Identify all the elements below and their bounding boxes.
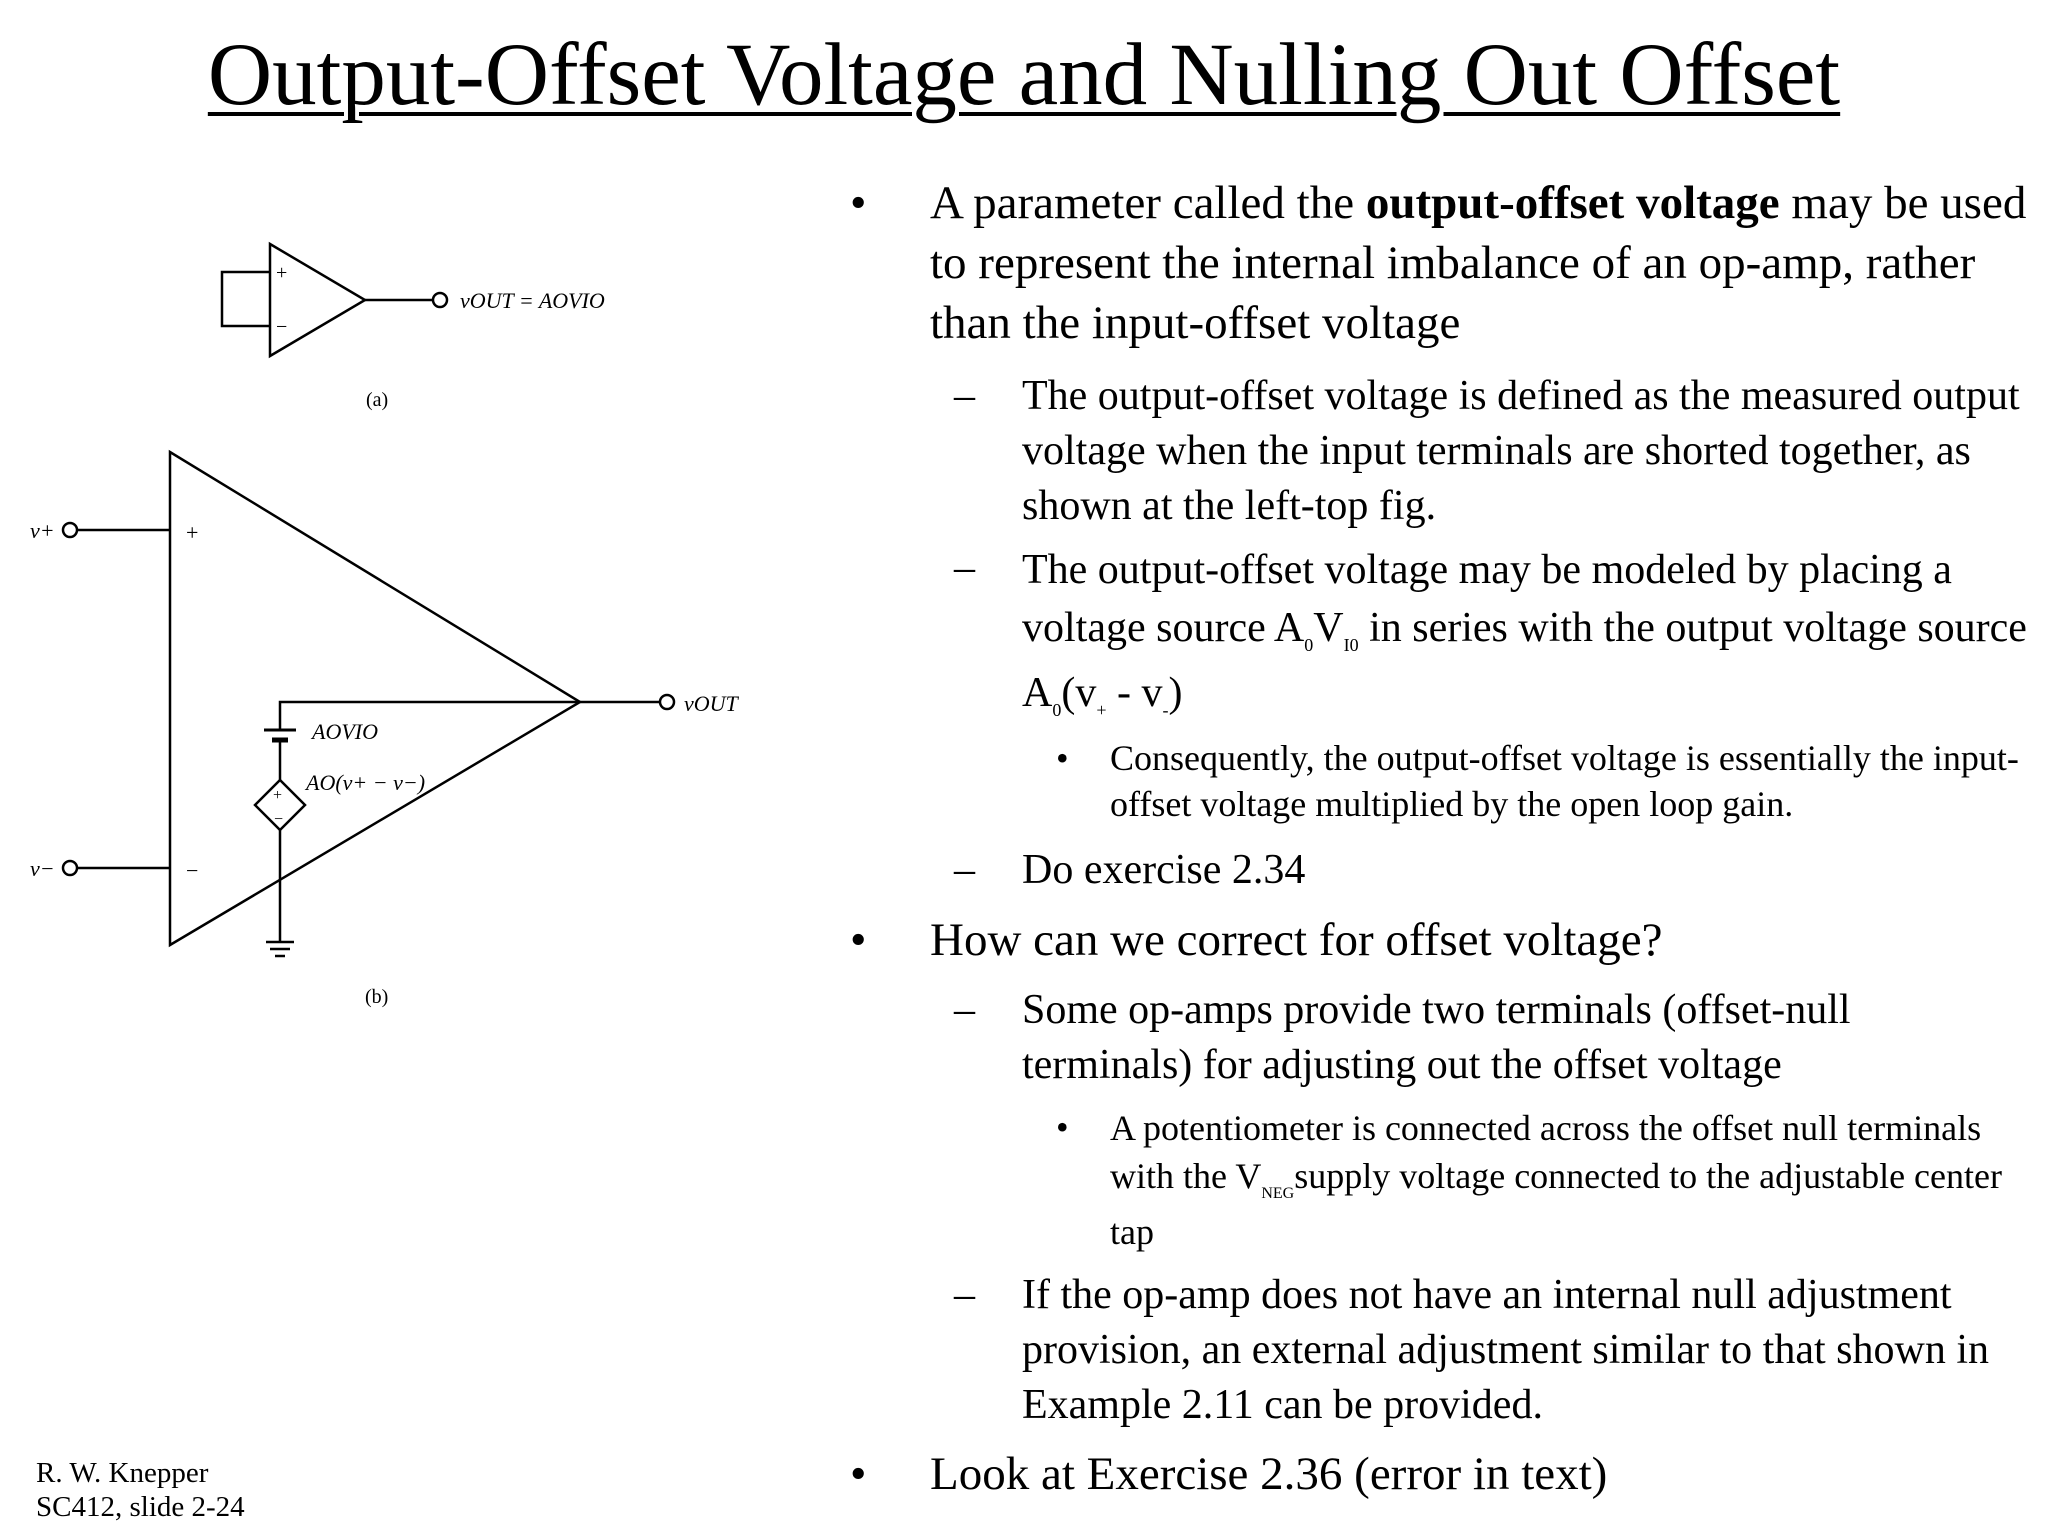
figure-a bbox=[222, 244, 447, 356]
figure-b-source-label: AO(v+ − v−) bbox=[306, 770, 426, 795]
bullet-2-text: How can we correct for offset voltage? bbox=[930, 914, 1663, 966]
footer-slide-id: SC412, slide 2-24 bbox=[36, 1491, 245, 1523]
bullet-1-sub-2-text: The output-offset voltage may be modeled by placing a voltage source $A_0V_{I0}$ in series with the output voltage source $A_0(v_+ - v_-)$ bbox=[1022, 547, 2027, 720]
slide-footer bbox=[36, 1456, 245, 1524]
bullet-marker: • bbox=[850, 177, 867, 229]
dash-marker: – bbox=[954, 847, 975, 893]
figure-a-short-wire bbox=[222, 272, 270, 326]
figure-a-minus-sign: − bbox=[276, 316, 288, 338]
figure-b-caption: (b) bbox=[365, 986, 389, 1008]
figure-b-vminus-terminal bbox=[63, 861, 77, 875]
bullet-marker: • bbox=[1056, 1107, 1069, 1147]
bullet-marker: • bbox=[1056, 738, 1069, 778]
bullet-marker: • bbox=[850, 1448, 867, 1500]
figure-a-opamp-triangle bbox=[270, 244, 365, 356]
footer-author: R. W. Knepper bbox=[36, 1457, 209, 1489]
dash-marker: – bbox=[954, 987, 975, 1033]
bullet-1-sub-2-tertiary-text: Consequently, the output-offset voltage is essentially the input-offset voltage multiplied by the open loop gain. bbox=[1110, 738, 2019, 824]
figure-b-plus-sign: + bbox=[186, 520, 199, 545]
figure-b-vplus-terminal bbox=[63, 523, 77, 537]
figure-b-output-terminal bbox=[660, 695, 674, 709]
dash-marker: – bbox=[954, 1272, 975, 1318]
figure-a-caption: (a) bbox=[366, 389, 389, 411]
bullet-marker: • bbox=[850, 914, 867, 966]
figure-b-output-label: vOUT bbox=[684, 691, 738, 716]
bullet-3-text: Look at Exercise 2.36 (error in text) bbox=[930, 1448, 1608, 1500]
figure-a-output-terminal bbox=[433, 293, 447, 307]
figure-b-vplus-label: v+ bbox=[30, 518, 55, 543]
figure-b bbox=[63, 452, 674, 956]
bullet-1-sub-1-text: The output-offset voltage is defined as the measured output voltage when the input terminals are shorted together, as shown at the left-top fig. bbox=[1022, 373, 2020, 529]
figure-b-opamp-triangle bbox=[170, 452, 580, 945]
figure-b-source-plus: + bbox=[273, 787, 283, 804]
figure-a-plus-sign: + bbox=[276, 262, 288, 284]
slide-title: Output-Offset Voltage and Nulling Out Offset bbox=[207, 26, 1841, 124]
bullet-1-text: A parameter called the output-offset voltage may be used to represent the internal imbalance of an op-amp, rather than the input-offset voltage bbox=[930, 177, 2027, 349]
bullet-2-sub-1-text: Some op-amps provide two terminals (offset-null terminals) for adjusting out the offset voltage bbox=[1022, 987, 1851, 1088]
term-output-offset-voltage: output-offset voltage bbox=[1365, 177, 1780, 229]
figure-b-vminus-label: v− bbox=[30, 856, 55, 881]
circuit-figure bbox=[0, 0, 780, 1060]
figure-b-source-minus: − bbox=[274, 811, 284, 828]
bullet-2-sub-1-tertiary-text: A potentiometer is connected across the offset null terminals with the $V_{NEG}supply$ voltage connected to the adjustable center tap bbox=[1110, 1108, 2002, 1252]
figure-b-minus-sign: − bbox=[186, 858, 199, 883]
figure-b-battery-label: AOVIO bbox=[312, 719, 378, 744]
bullet-1-sub-3-text: Do exercise 2.34 bbox=[1022, 847, 1306, 893]
dash-marker: – bbox=[954, 545, 975, 591]
dash-marker: – bbox=[954, 373, 975, 419]
bullet-2-sub-2-text: If the op-amp does not have an internal null adjustment provision, an external adjustment similar to that shown in Example 2.11 can be provided. bbox=[1022, 1272, 1990, 1428]
figure-a-output-label: vOUT = AOVIO bbox=[460, 288, 605, 313]
